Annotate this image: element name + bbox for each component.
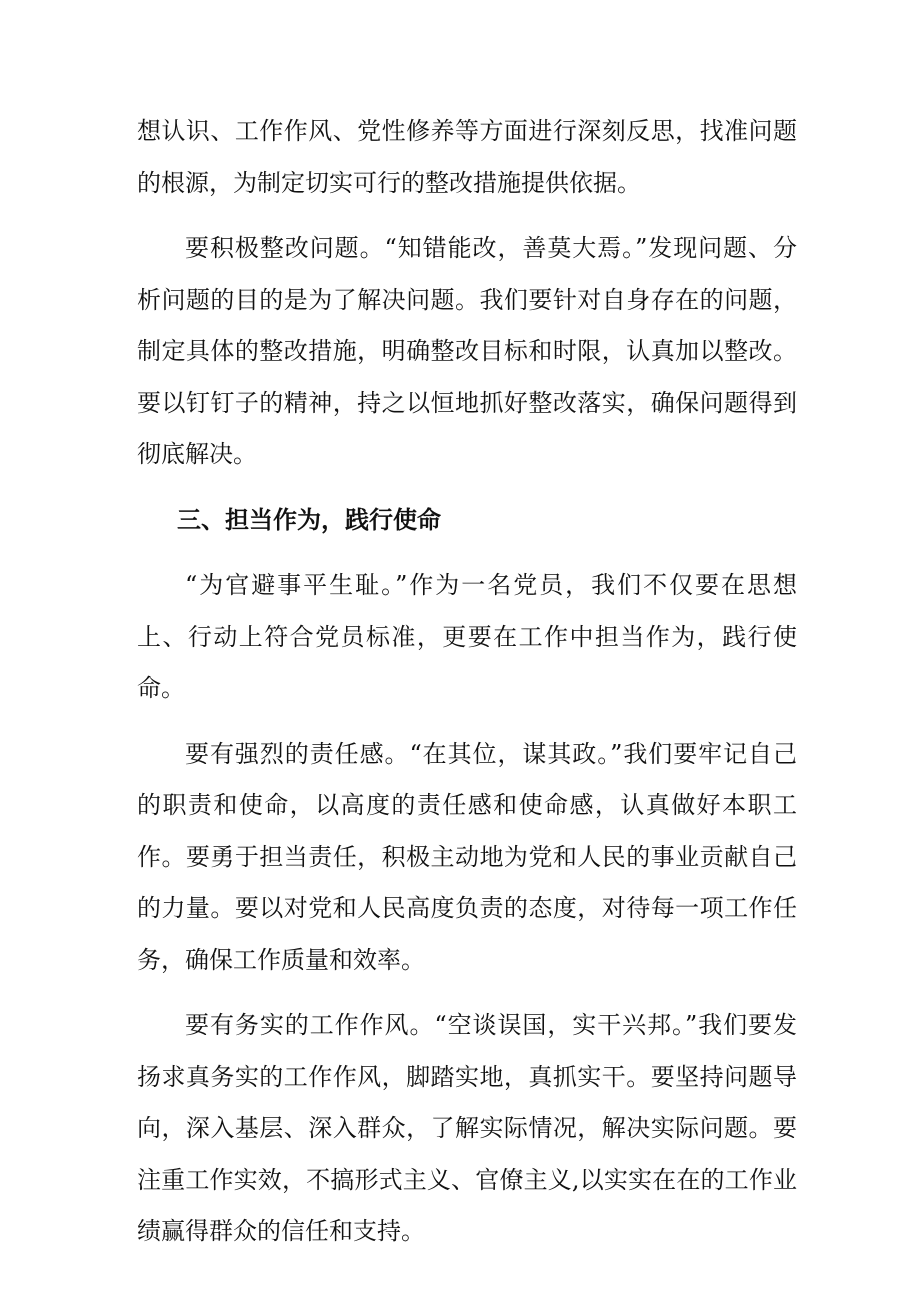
paragraph-continuation: 想认识、工作作风、党性修养等方面进行深刻反思，找准问题的根源，为制定切实可行的整改措施提供依据。 [137, 117, 797, 197]
paragraph-responsibility: 要有强烈的责任感。“在其位，谋其政。”我们要牢记自己的职责和使命，以高度的责任感和使命感，认真做好本职工作。要勇于担当责任，积极主动地为党和人民的事业贡献自己的力量。要以对党和人民高度负责的态度，对待每一项工作任务，确保工作质量和效率。 [137, 739, 797, 974]
document-body [137, 106, 797, 1258]
paragraph-work-style: 要有务实的工作作风。“空谈误国，实干兴邦。”我们要发扬求真务实的工作作风，脚踏实地，真抓实干。要坚持问题导向，深入基层、深入群众，了解实际情况，解决实际问题。要注重工作实效，不搞形式主义、官僚主义,以实实在在的工作业绩赢得群众的信任和支持。 [137, 1011, 797, 1245]
paragraph-rectify-problems: 要积极整改问题。“知错能改，善莫大焉。”发现问题、分析问题的目的是为了解决问题。我们要针对自身存在的问题，制定具体的整改措施，明确整改目标和时限，认真加以整改。要以钉钉子的精神，持之以恒地抓好整改落实，确保问题得到彻底解决。 [137, 234, 797, 468]
section-heading: 三、担当作为，践行使命 [177, 505, 441, 534]
paragraph-section-intro: “为官避事平生耻。”作为一名党员，我们不仅要在思想上、行动上符合党员标准，更要在工作中担当作为，践行使命。 [137, 571, 797, 702]
